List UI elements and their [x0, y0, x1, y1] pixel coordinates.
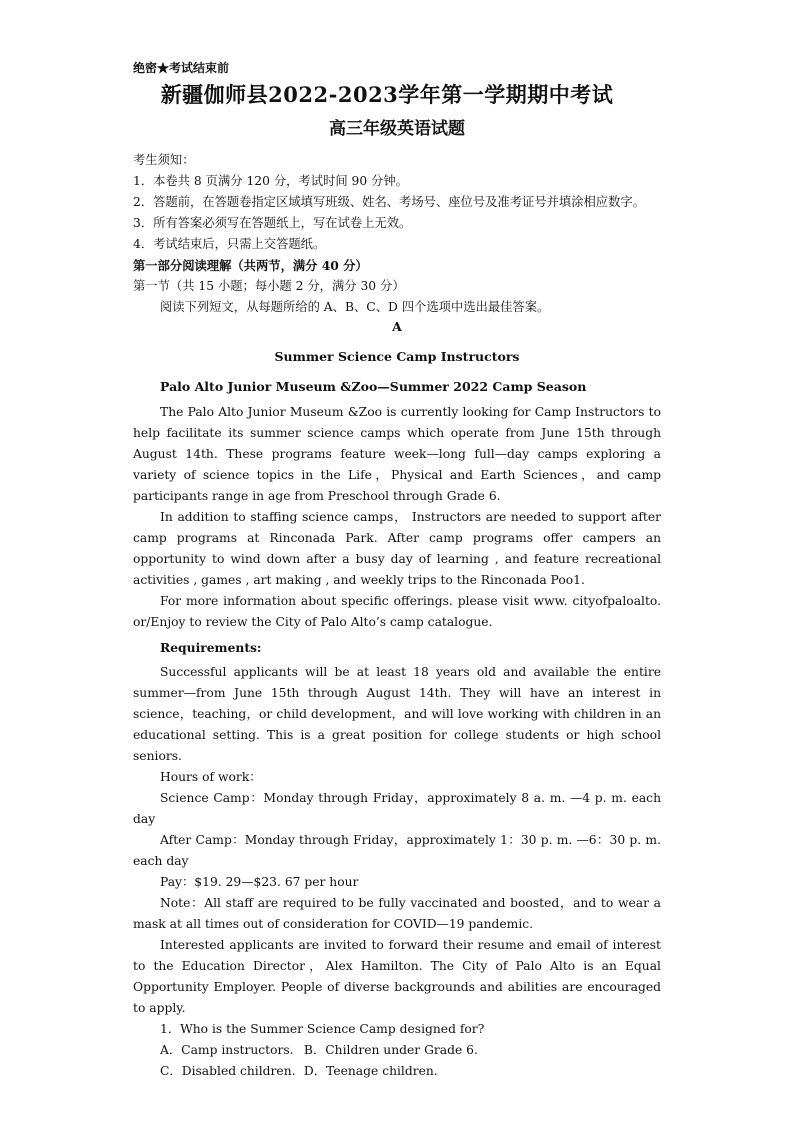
notice-item: 4．考试结束后，只需上交答题纸。: [133, 237, 326, 251]
science-camp-hours: Science Camp：Monday through Friday，approximately 8 a. m. —4 p. m. each day: [133, 791, 661, 826]
note-info: Note：All staff are required to be fully vaccinated and boosted，and to wear a mask at all times out of consideration for COVID—19 pandemic.: [133, 896, 661, 931]
exam-subtitle: 高三年级英语试题: [329, 119, 465, 139]
requirements-heading: Requirements:: [160, 640, 262, 655]
reading-instruction: 阅读下列短文，从每题所给的 A、B、C、D 四个选项中选出最佳答案。: [160, 300, 550, 314]
exam-page: [133, 60, 661, 1082]
option-d: D．Teenage children.: [303, 1064, 438, 1078]
option-b: B．Children under Grade 6.: [303, 1043, 478, 1057]
pay-info: Pay：$19. 29—$23. 67 per hour: [160, 875, 359, 889]
after-camp-hours: After Camp：Monday through Friday，approximately 1：30 p. m. —6：30 p. m. each day: [133, 833, 661, 868]
exam-title: 新疆伽师县2022-2023学年第一学期期中考试: [160, 82, 614, 107]
passage-paragraph-3: For more information about specific offerings. please visit www. cityofpaloalto. or/Enjoy to review the City of Palo Alto’s camp catalogue.: [133, 594, 661, 629]
notice-item: 2．答题前，在答题卷指定区域填写班级、姓名、考场号、座位号及准考证号并填涂相应数字。: [133, 195, 645, 209]
section1-heading: 第一节（共 15 小题；每小题 2 分，满分 30 分）: [133, 279, 405, 293]
hours-label: Hours of work：: [160, 770, 262, 784]
passage-paragraph-1: The Palo Alto Junior Museum &Zoo is currently looking for Camp Instructors to help facilitate its summer science camps which operate from June 15th through August 14th. These programs feature week—long full—day camps exploring a variety of science topics in the Life，Physical and Earth Sciences，and camp participants range in age from Preschool through Grade 6.: [133, 405, 661, 503]
passage-paragraph-5: Interested applicants are invited to forward their resume and email of interest to the Education Director，Alex Hamilton. The City of Palo Alto is an Equal Opportunity Employer. People of diverse backgrounds and abilities are encouraged to apply.: [133, 938, 661, 1015]
notice-block: [133, 150, 661, 255]
option-c: C．Disabled children.: [160, 1064, 296, 1078]
question-1-stem: 1．Who is the Summer Science Camp designed for?: [160, 1022, 485, 1036]
passage-paragraph-4: Successful applicants will be at least 18 years old and available the entire summer—from June 15th through August 14th. They will have an interest in science，teaching，or child development，and will love working with children in an educational setting. This is a great position for college students or high school seniors.: [133, 665, 661, 763]
part1-heading: 第一部分阅读理解（共两节，满分 40 分）: [133, 258, 368, 273]
passage-paragraph-2: In addition to staffing science camps， Instructors are needed to support after camp programs at Rinconada Park. After camp programs offer campers an opportunity to wind down after a busy day of learning , and feature recreational activities , games , art making , and weekly trips to the Rinconada Poo1.: [133, 510, 661, 587]
secret-label: 绝密★考试结束前: [133, 61, 230, 75]
notice-heading: 考生须知：: [133, 153, 195, 167]
question-1-options-row-1: [160, 1040, 661, 1061]
option-a: A．Camp instructors.: [160, 1043, 294, 1057]
question-1-options-row-2: [160, 1061, 661, 1082]
passage-subtitle: Palo Alto Junior Museum &Zoo—Summer 2022 Camp Season: [160, 379, 587, 394]
passage-title: Summer Science Camp Instructors: [274, 349, 520, 364]
notice-item: 1．本卷共 8 页满分 120 分，考试时间 90 分钟。: [133, 174, 408, 188]
passage-letter: A: [392, 319, 402, 334]
notice-item: 3．所有答案必须写在答题纸上，写在试卷上无效。: [133, 216, 412, 230]
